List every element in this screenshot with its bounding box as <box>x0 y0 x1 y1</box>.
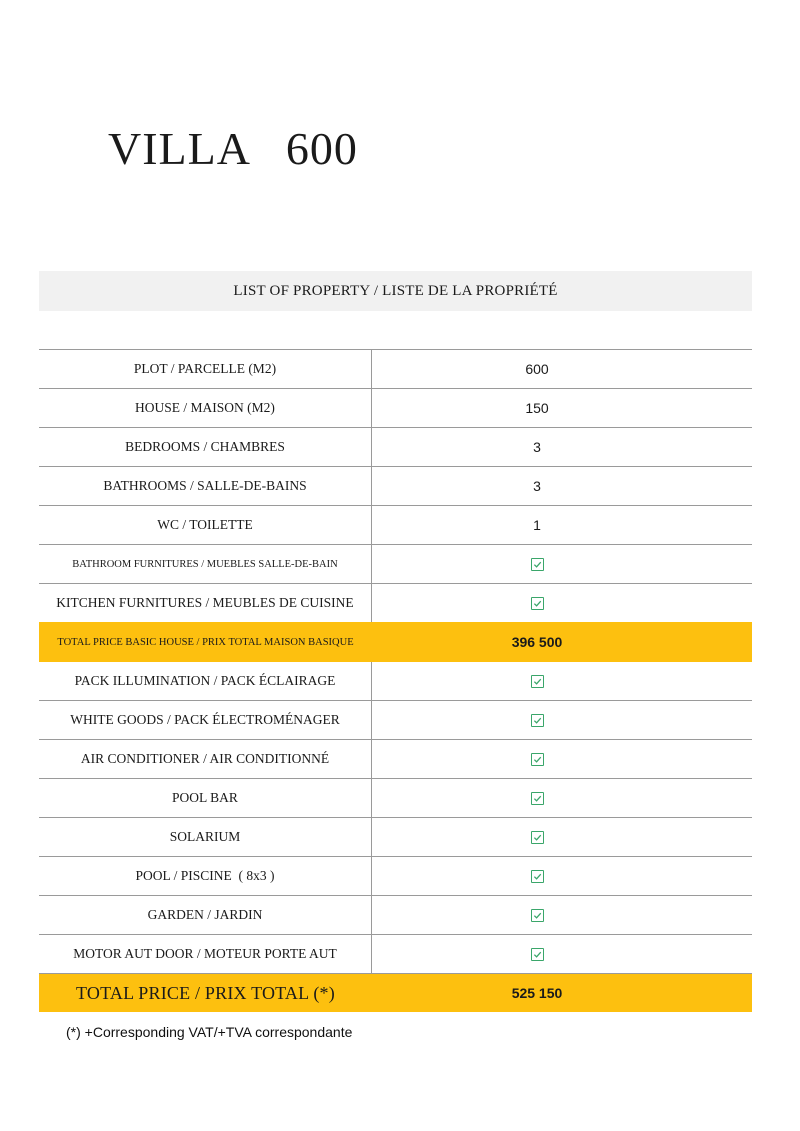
subtotal-row <box>39 622 752 661</box>
checkbox-checked-icon <box>531 558 544 571</box>
checkbox-checked-icon <box>531 909 544 922</box>
row-label: MOTOR AUT DOOR / MOTEUR PORTE AUT <box>39 935 372 973</box>
table-row <box>39 466 752 505</box>
row-value <box>372 545 752 583</box>
page-title: VILLA 600 <box>108 123 358 174</box>
row-label: WHITE GOODS / PACK ÉLECTROMÉNAGER <box>39 701 372 739</box>
row-value <box>372 896 752 934</box>
checkbox-checked-icon <box>531 870 544 883</box>
table-row <box>39 856 752 895</box>
checkbox-checked-icon <box>531 831 544 844</box>
row-label: SOLARIUM <box>39 818 372 856</box>
row-value <box>372 857 752 895</box>
table-row <box>39 427 752 466</box>
subtotal-value: 396 500 <box>511 634 563 650</box>
row-label: BEDROOMS / CHAMBRES <box>39 428 372 466</box>
checkbox-checked-icon <box>531 714 544 727</box>
table-row <box>39 895 752 934</box>
row-label: BATHROOM FURNITURES / MUEBLES SALLE-DE-BAIN <box>39 545 372 583</box>
row-value <box>372 779 752 817</box>
row-label: AIR CONDITIONER / AIR CONDITIONNÉ <box>39 740 372 778</box>
row-value: 150 <box>525 400 549 416</box>
row-label: GARDEN / JARDIN <box>39 896 372 934</box>
row-value <box>372 740 752 778</box>
footnote: (*) +Corresponding VAT/+TVA correspondante <box>66 1024 353 1040</box>
row-label: BATHROOMS / SALLE-DE-BAINS <box>39 467 372 505</box>
row-value: 3 <box>533 478 541 494</box>
row-value: 600 <box>525 361 549 377</box>
row-value: 1 <box>533 517 541 533</box>
table-row <box>39 583 752 622</box>
table-row <box>39 388 752 427</box>
row-label: PLOT / PARCELLE (M2) <box>39 350 372 388</box>
checkbox-checked-icon <box>531 597 544 610</box>
subtotal-label: TOTAL PRICE BASIC HOUSE / PRIX TOTAL MAISON BASIQUE <box>57 636 354 648</box>
row-label: WC / TOILETTE <box>39 506 372 544</box>
table-row <box>39 661 752 700</box>
table-row <box>39 349 752 388</box>
row-label: POOL BAR <box>39 779 372 817</box>
checkbox-checked-icon <box>531 753 544 766</box>
total-row <box>39 973 752 1012</box>
checkbox-checked-icon <box>531 948 544 961</box>
table-row <box>39 505 752 544</box>
row-value: 3 <box>533 439 541 455</box>
row-label: HOUSE / MAISON (M2) <box>39 389 372 427</box>
row-value <box>372 935 752 973</box>
table-row <box>39 700 752 739</box>
row-value <box>372 818 752 856</box>
row-value <box>372 662 752 700</box>
table-row <box>39 778 752 817</box>
table-row <box>39 544 752 583</box>
table-row <box>39 739 752 778</box>
row-value <box>372 584 752 622</box>
row-label: KITCHEN FURNITURES / MEUBLES DE CUISINE <box>39 584 372 622</box>
total-label: TOTAL PRICE / PRIX TOTAL (*) <box>76 982 335 1003</box>
table-row <box>39 934 752 973</box>
total-value: 525 150 <box>511 985 563 1001</box>
checkbox-checked-icon <box>531 675 544 688</box>
row-label: PACK ILLUMINATION / PACK ÉCLAIRAGE <box>39 662 372 700</box>
row-label: POOL / PISCINE ( 8x3 ) <box>39 857 372 895</box>
section-header: LIST OF PROPERTY / LISTE DE LA PROPRIÉTÉ <box>39 271 752 311</box>
checkbox-checked-icon <box>531 792 544 805</box>
row-value <box>372 701 752 739</box>
table-row <box>39 817 752 856</box>
property-table <box>39 349 752 1012</box>
